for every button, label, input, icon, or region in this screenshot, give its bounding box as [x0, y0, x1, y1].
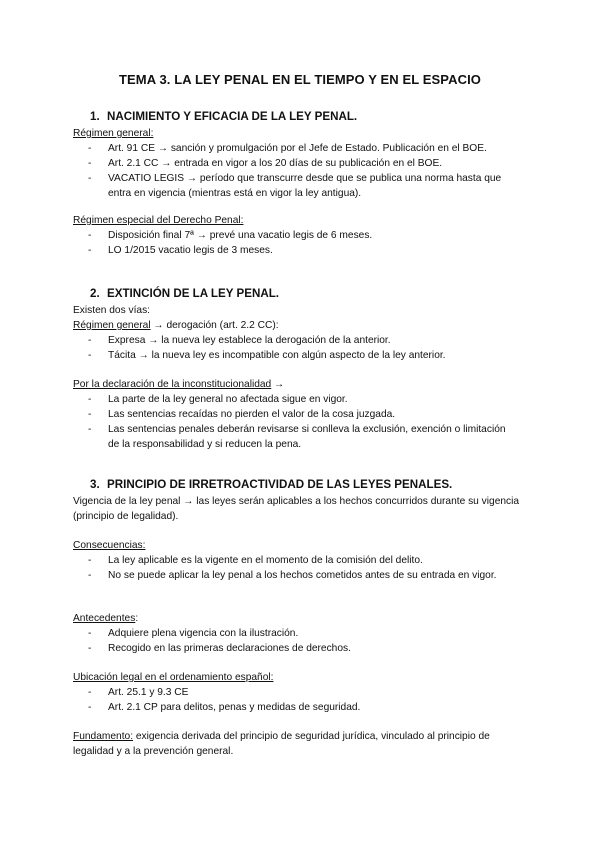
- list-item: [88, 141, 518, 156]
- regimen-general-line: [73, 318, 279, 333]
- list-item-text: Art. 2.1 CP para delitos, penas y medidas de seguridad.: [108, 702, 361, 713]
- list-item: [88, 641, 518, 656]
- section-2-intro: Existen dos vías:: [73, 305, 151, 316]
- page-title: TEMA 3. LA LEY PENAL EN EL TIEMPO Y EN EL ESPACIO: [119, 72, 481, 87]
- list-item: [88, 228, 518, 243]
- section-1-number: 1.: [90, 110, 100, 123]
- antecedentes-label: Antecedentes: [73, 613, 136, 624]
- bullet-dash: -: [88, 424, 92, 435]
- bullet-dash: -: [88, 335, 92, 346]
- list-item-text: LO 1/2015 vacatio legis de 3 meses.: [108, 245, 273, 256]
- bullet-dash: -: [88, 687, 92, 698]
- bullet-dash: -: [88, 173, 92, 184]
- antecedentes-line: [73, 611, 138, 626]
- bullet-dash: -: [88, 643, 92, 654]
- list-item-text: La ley aplicable es la vigente en el momento de la comisión del delito.: [108, 555, 423, 566]
- section-1-heading: [90, 110, 357, 123]
- fundamento-text: exigencia derivada del principio de seguridad jurídica, vinculado al principio de legalidad y a la prevención general.: [73, 731, 490, 757]
- list-item: [88, 333, 518, 348]
- section-3-title: PRINCIPIO DE IRRETROACTIVIDAD DE LAS LEYES PENALES.: [107, 478, 453, 491]
- fundamento-paragraph: [73, 729, 528, 759]
- regimen-general-label: Régimen general: [73, 320, 151, 331]
- bullet-dash: -: [88, 570, 92, 581]
- list-item: [88, 553, 518, 568]
- section-3-number: 3.: [90, 478, 100, 491]
- list-item: [88, 568, 508, 583]
- declaracion-label: Por la declaración de la inconstitucionalidad: [73, 379, 272, 390]
- list-item-text: Las sentencias recaídas no pierden el valor de la cosa juzgada.: [108, 409, 396, 420]
- regimen-general-rest: → derogación (art. 2.2 CC):: [150, 320, 279, 331]
- list-item-text: VACATIO LEGIS → período que transcurre desde que se publica una norma hasta que entra en vigencia (mientras está en vigor la ley antigua).: [108, 173, 502, 199]
- list-item: [88, 348, 518, 363]
- list-item-text: Art. 2.1 CC → entrada en vigor a los 20 días de su publicación en el BOE.: [108, 158, 443, 169]
- list-item: [88, 626, 518, 641]
- section-3-intro: Vigencia de la ley penal → las leyes serán aplicables a los hechos concurridos durante su vigencia (principio de legalidad).: [73, 496, 520, 522]
- declaracion-rest: →: [271, 379, 285, 390]
- list-item-text: Art. 25.1 y 9.3 CE: [108, 687, 189, 698]
- bullet-dash: -: [88, 230, 92, 241]
- list-item: [88, 407, 518, 422]
- bullet-dash: -: [88, 350, 92, 361]
- section-3-heading: [90, 478, 452, 491]
- bullet-dash: -: [88, 409, 92, 420]
- list-item-text: Disposición final 7ª → prevé una vacatio legis de 6 meses.: [108, 230, 373, 241]
- antecedentes-rest: :: [135, 613, 139, 624]
- bullet-dash: -: [88, 628, 92, 639]
- declaracion-line: [73, 377, 284, 392]
- section-2-heading: [90, 287, 279, 300]
- regimen-especial-label: Régimen especial del Derecho Penal:: [73, 215, 244, 226]
- bullet-dash: -: [88, 555, 92, 566]
- list-item: [88, 171, 508, 201]
- section-2-number: 2.: [90, 287, 100, 300]
- bullet-dash: -: [88, 143, 92, 154]
- list-item: [88, 243, 518, 258]
- list-item-text: Art. 91 CE → sanción y promulgación por el Jefe de Estado. Publicación en el BOE.: [108, 143, 487, 154]
- section-1-title: NACIMIENTO Y EFICACIA DE LA LEY PENAL.: [107, 110, 358, 123]
- fundamento-label: Fundamento:: [73, 731, 134, 742]
- list-item: [88, 422, 508, 452]
- bullet-dash: -: [88, 158, 92, 169]
- list-item: [88, 700, 518, 715]
- consecuencias-label: Consecuencias:: [73, 540, 146, 551]
- list-item-text: Tácita → la nueva ley es incompatible con algún aspecto de la ley anterior.: [108, 350, 446, 361]
- list-item-text: Las sentencias penales deberán revisarse si conlleva la exclusión, exención o limitación de la responsabilidad y si reducen la pena.: [108, 424, 506, 450]
- bullet-dash: -: [88, 245, 92, 256]
- bullet-dash: -: [88, 394, 92, 405]
- ubicacion-label: Ubicación legal en el ordenamiento español:: [73, 672, 274, 683]
- section-2-title: EXTINCIÓN DE LA LEY PENAL.: [107, 287, 279, 300]
- list-item: [88, 392, 518, 407]
- bullet-dash: -: [88, 702, 92, 713]
- list-item-text: Adquiere plena vigencia con la ilustración.: [108, 628, 299, 639]
- list-item-text: La parte de la ley general no afectada sigue en vigor.: [108, 394, 348, 405]
- list-item: [88, 685, 518, 700]
- regimen-general-label: Régimen general:: [73, 128, 154, 139]
- list-item-text: No se puede aplicar la ley penal a los hechos cometidos antes de su entrada en vigor.: [108, 570, 497, 581]
- list-item-text: Expresa → la nueva ley establece la derogación de la anterior.: [108, 335, 391, 346]
- list-item-text: Recogido en las primeras declaraciones de derechos.: [108, 643, 351, 654]
- list-item: [88, 156, 518, 171]
